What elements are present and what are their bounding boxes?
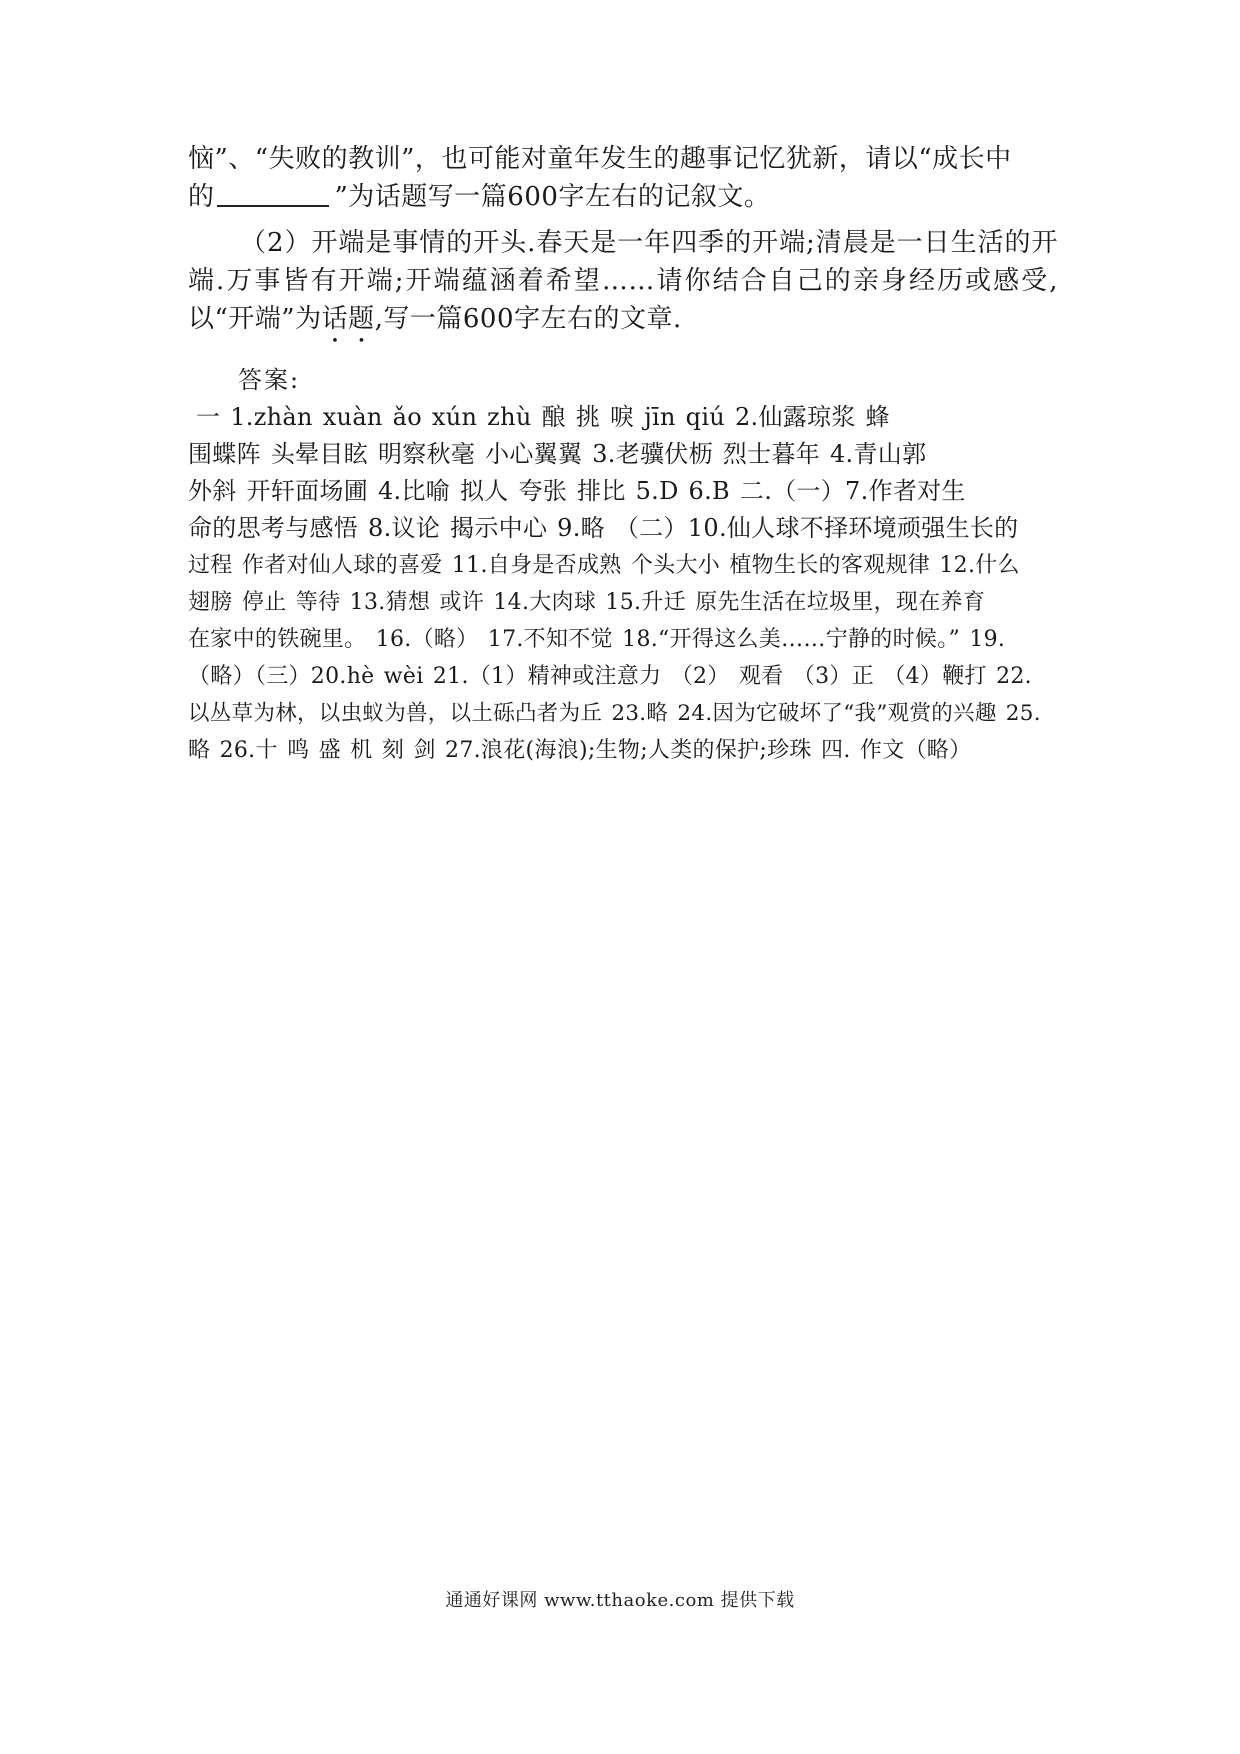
answer-line: 过程 作者对仙人球的喜爱 11.自身是否成熟 个头大小 植物生长的客观规律 12.什么 [188, 553, 1020, 578]
essay-prompt-2-tail: ,写一篇600字左右的文章. [374, 304, 682, 334]
answer-line: 略 26.十 鸣 盛 机 刻 剑 27.浪花(海浪);生物;人类的保护;珍珠 四. 作文（略） [188, 738, 972, 763]
answer-line: 一 1.zhàn xuàn ǎo xún zhù 酿 挑 唳 jīn qiú 2.仙露琼浆 蜂 [196, 403, 890, 431]
emphasized-word: 话题 [321, 304, 375, 334]
answer-line: 命的思考与感悟 8.议论 揭示中心 9.略 （二）10.仙人球不择环境顽强生长的 [188, 514, 1019, 542]
answer-line: 翅膀 停止 等待 13.猜想 或许 14.大肉球 15.升迁 原先生活在垃圾里，现在养育 [188, 590, 986, 615]
answer-line: 外斜 开轩面场圃 4.比喻 拟人 夸张 排比 5.D 6.B 二.（一）7.作者对生 [188, 477, 966, 505]
answer-line: 围蝶阵 头晕目眩 明察秋毫 小心翼翼 3.老骥伏枥 烈士暮年 4.青山郭 [188, 440, 927, 468]
essay-prompt-2 [188, 224, 1058, 349]
answers-block [188, 399, 1058, 769]
essay-prompt-1-line-2-end: ”为话题写一篇600字左右的记叙文。 [334, 182, 771, 212]
fill-in-blank [217, 181, 329, 207]
page-footer: 通通好课网 www.tthaoke.com 提供下载 [445, 1590, 795, 1611]
answer-line: 在家中的铁碗里。 16.（略） 17.不知不觉 18.“开得这么美……宁静的时候。” 19. [188, 627, 1006, 652]
essay-prompt-1-line-2-start: 的 [188, 182, 215, 212]
answer-line: （略）（三）20.hè wèi 21.（1）精神或注意力 （2） 观看 （3）正 （4）鞭打 22. [188, 664, 1032, 689]
essay-prompt-1-line-1: 恼”、“失败的教训”，也可能对童年发生的趣事记忆犹新，请以“成长中 [188, 144, 1012, 174]
answers-heading: 答案: [238, 366, 301, 394]
essay-prompt-2-text: （2）开端是事情的开头.春天是一年四季的开端;清晨是一日生活的开端.万事皆有开端;开端蕴涵着希望……请你结合自己的亲身经历或感受,以“开端”为 [188, 228, 1058, 334]
essay-prompt-1 [188, 140, 1058, 216]
answer-line: 以丛草为林，以虫蚁为兽，以土砾凸者为丘 23.略 24.因为它破坏了“我”观赏的兴趣 25. [188, 701, 1041, 726]
page-content [188, 140, 1058, 769]
